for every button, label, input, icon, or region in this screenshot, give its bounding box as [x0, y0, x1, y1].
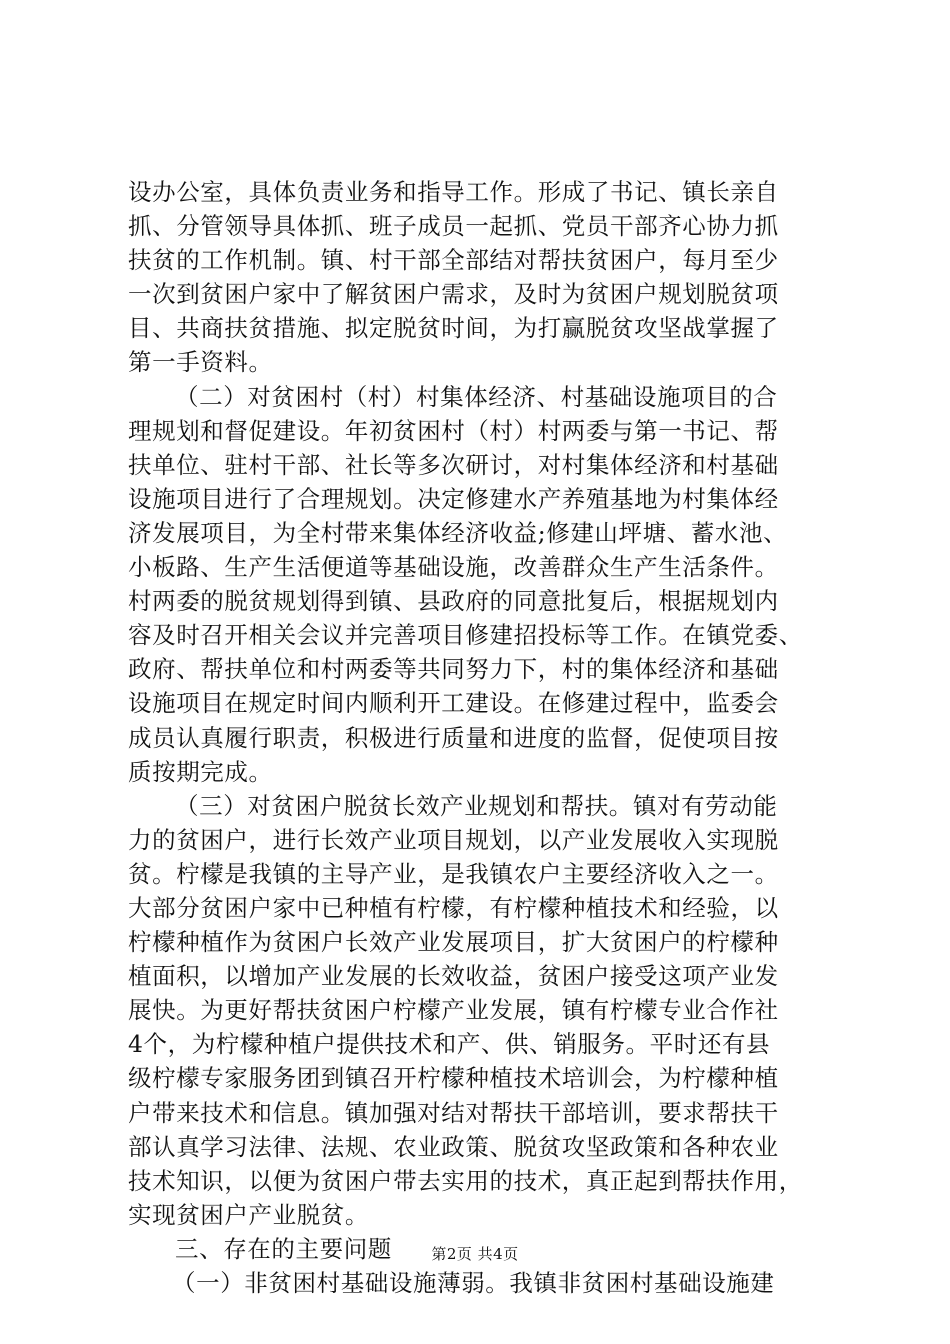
paragraph-start-line: （一）非贫困村基础设施薄弱。我镇非贫困村基础设施建	[172, 1269, 775, 1297]
paragraph-start-line: （二）对贫困村（村）村集体经济、村基础设施项目的合	[175, 382, 778, 411]
text-line: 植面积，以增加产业发展的长效收益，贫困户接受这项产业发	[128, 962, 779, 991]
paragraph-start-line: （三）对贫困户脱贫长效产业规划和帮扶。镇对有劳动能	[175, 791, 778, 820]
text-line: 展快。为更好帮扶贫困户柠檬产业发展，镇有柠檬专业合作社	[128, 996, 779, 1025]
text-line: 技术知识，以便为贫困户带去实用的技术，真正起到帮扶作用，	[128, 1166, 803, 1195]
text-line: 政府、帮扶单位和村两委等共同努力下，村的集体经济和基础	[128, 655, 779, 684]
text-line: 部认真学习法律、法规、农业政策、脱贫攻坚政策和各种农业	[128, 1132, 779, 1161]
text-line: 大部分贫困户家中已种植有柠檬，有柠檬种植技术和经验，以	[128, 893, 779, 922]
document-body	[128, 175, 832, 1300]
text-line: 设施项目在规定时间内顺利开工建设。在修建过程中，监委会	[128, 689, 779, 718]
text-line: 级柠檬专家服务团到镇召开柠檬种植技术培训会，为柠檬种植	[128, 1064, 779, 1093]
text-line: 4个，为柠檬种植户提供技术和产、供、销服务。平时还有县	[128, 1030, 771, 1059]
text-line: 设办公室，具体负责业务和指导工作。形成了书记、镇长亲自	[128, 178, 779, 206]
section-heading: 三、存在的主要问题	[175, 1234, 392, 1263]
text-line: 贫。柠檬是我镇的主导产业，是我镇农户主要经济收入之一。	[128, 859, 779, 888]
text-line: 济发展项目，为全村带来集体经济收益;修建山坪塘、蓄水池、	[128, 518, 788, 547]
text-line: 理规划和督促建设。年初贫困村（村）村两委与第一书记、帮	[128, 416, 779, 445]
text-line: 设施项目进行了合理规划。决定修建水产养殖基地为村集体经	[128, 484, 779, 513]
page-number-footer: 第2页 共4页	[431, 1245, 519, 1263]
text-line: 扶单位、驻村干部、社长等多次研讨，对村集体经济和村基础	[128, 450, 779, 479]
text-line: 一次到贫困户家中了解贫困户需求，及时为贫困户规划脱贫项	[128, 280, 779, 309]
text-line: 小板路、生产生活便道等基础设施，改善群众生产生活条件。	[128, 553, 779, 582]
text-line: 抓、分管领导具体抓、班子成员一起抓、党员干部齐心协力抓	[128, 212, 779, 241]
text-line: 目、共商扶贫措施、拟定脱贫时间，为打赢脱贫攻坚战掌握了	[128, 314, 779, 343]
text-line: 质按期完成。	[128, 757, 273, 786]
text-line: 村两委的脱贫规划得到镇、县政府的同意批复后，根据规划内	[128, 587, 779, 616]
text-line: 柠檬种植作为贫困户长效产业发展项目，扩大贫困户的柠檬种	[128, 928, 779, 957]
text-line: 户带来技术和信息。镇加强对结对帮扶干部培训，要求帮扶干	[128, 1098, 779, 1127]
text-line: 实现贫困户产业脱贫。	[128, 1200, 369, 1229]
text-line: 成员认真履行职责，积极进行质量和进度的监督，促使项目按	[128, 723, 779, 752]
text-line: 容及时召开相关会议并完善项目修建招投标等工作。在镇党委、	[128, 621, 803, 650]
text-line: 力的贫困户，进行长效产业项目规划，以产业发展收入实现脱	[128, 825, 779, 854]
text-line: 扶贫的工作机制。镇、村干部全部结对帮扶贫困户，每月至少	[128, 246, 779, 275]
text-line: 第一手资料。	[128, 348, 273, 377]
